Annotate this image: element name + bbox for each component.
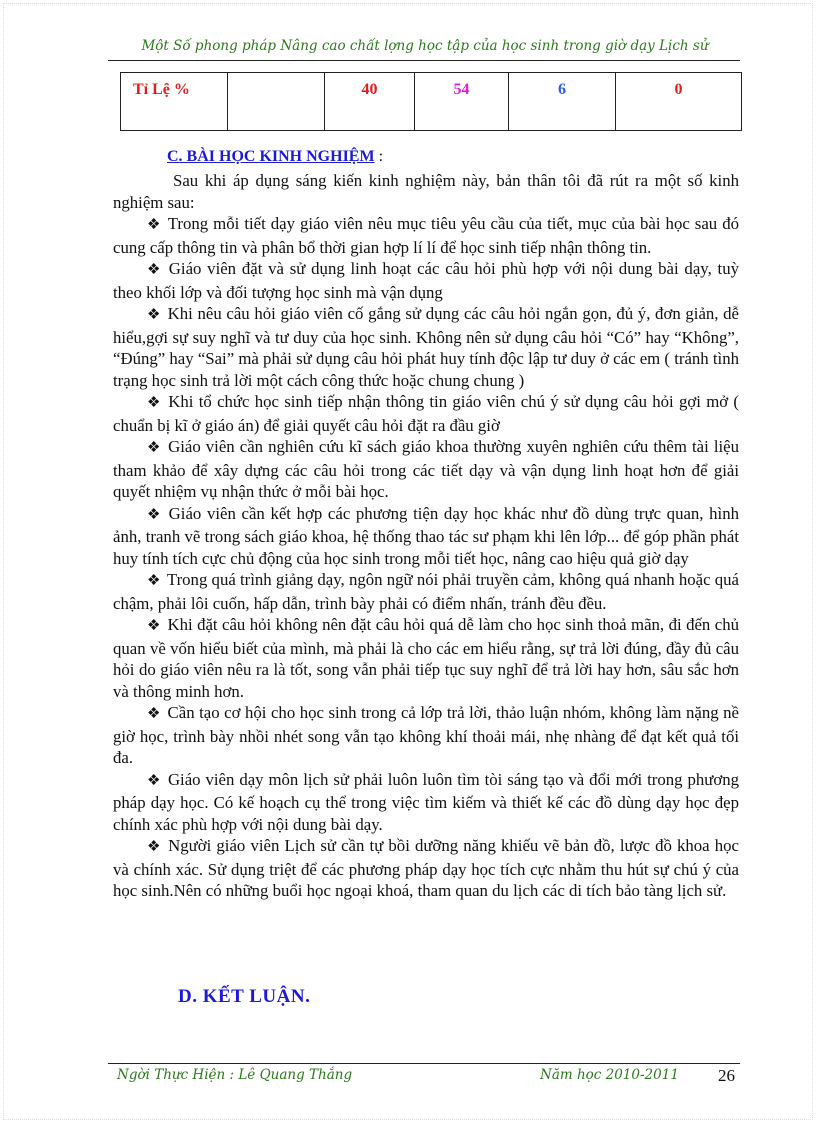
list-item [113,835,739,902]
table-row [121,73,742,131]
diamond-bullet-icon: ❖ [147,706,161,722]
intro-paragraph: Sau khi áp dụng sáng kiến kinh nghiệm này, bản thân tôi đã rút ra một số kinh nghiệm sau: [113,171,739,212]
diamond-bullet-icon: ❖ [147,772,161,789]
table-row-label: Tỉ Lệ % [121,73,228,131]
table-cell [228,73,325,131]
section-c-heading [167,148,383,166]
table-cell: 6 [509,73,616,131]
lessons-list [113,213,739,902]
list-item [113,769,739,836]
lessons-body [113,170,739,902]
list-item-text: Khi đặt câu hỏi không nên đặt câu hỏi quá dễ làm cho học sinh thoả mãn, đi đến chủ quan về vốn hiểu biết của mình, mà phải là cho các em hiểu rằng, sự trả lời đúng, đầy đủ câu hỏi do giáo viên nêu ra là tốt, song vẫn phải tiếp tục suy nghĩ để trả lời hay hơn, sâu sắc hơn và thông minh hơn. [113,615,739,701]
list-item [113,503,739,570]
list-item-text: Giáo viên cần kết hợp các phương tiện dạy học khác như đồ dùng trực quan, hình ảnh, tranh vẽ trong sách giáo khoa, hệ thống thao tác sư phạm khi lên lớp... để góp phần phát huy tính tích cực chủ động của học sinh trong mỗi tiết học, nâng cao hiệu quả giờ dạy [113,503,739,568]
list-item [113,258,739,303]
list-item [113,436,739,503]
list-item-text: Giáo viên cần nghiên cứu kĩ sách giáo khoa thường xuyên nghiên cứu thêm tài liệu tham khảo để xây dựng các câu hỏi trong các tiết dạy và vận dụng linh hoạt hơn để giải quyết nhiệm vụ nhận thức ở mỗi bài học. [113,437,739,501]
diamond-bullet-icon: ❖ [147,839,161,855]
diamond-bullet-icon: ❖ [147,573,161,589]
diamond-bullet-icon: ❖ [147,395,161,411]
list-item [113,702,739,769]
list-item-text: Giáo viên dạy môn lịch sử phải luôn luôn tìm tòi sáng tạo và đổi mới trong phương pháp dạy học. Có kế hoạch cụ thể trong việc tìm kiếm và thiết kế các đồ dùng dạy học đẹp chính xác phù hợp với nội dung bài dạy. [113,769,739,834]
list-item-text: Giáo viên đặt và sử dụng linh hoạt các câu hỏi phù hợp với nội dung bài dạy, tuỳ theo khối lớp và đối tượng học sinh mà vận dụng [113,259,739,302]
section-d-heading: D. KẾT LUẬN. [178,986,311,1007]
table-cell: 54 [415,73,509,131]
header-title: Một Số phong pháp Nâng cao chất lợng học tập của học sinh trong giờ dạy Lịch sử [141,38,709,54]
diamond-bullet-icon: ❖ [147,262,161,278]
diamond-bullet-icon: ❖ [147,217,161,233]
list-item-text: Khi tổ chức học sinh tiếp nhận thông tin giáo viên chú ý sử dụng câu hỏi gợi mở ( chuẩn bị kĩ ở giáo án) để giải quyết câu hỏi đặt ra đầu giờ [113,392,740,435]
diamond-bullet-icon: ❖ [147,440,161,456]
list-item-text: Người giáo viên Lịch sử cần tự bồi dưỡng năng khiếu vẽ bản đồ, lược đồ khoa học và chính xác. Sử dụng triệt để các phương pháp dạy học tích cực nhằm thu hút sự chú ý của học sinh.Nên có những buổi học ngoại khoá, tham quan du lịch các di tích bảo tàng lịch sử. [113,836,739,900]
footer-author: Ngời Thực Hiện : Lê Quang Thắng [117,1067,353,1083]
diamond-bullet-icon: ❖ [147,618,161,634]
list-item-text: Trong quá trình giảng dạy, ngôn ngữ nói phải truyền cảm, không quá nhanh hoặc quá chậm, phải lôi cuốn, hấp dẫn, trình bày phải có điểm nhấn, tránh đều đều. [113,570,739,613]
footer-divider [108,1063,740,1064]
header-divider [108,60,740,61]
list-item [113,303,739,391]
page-number: 26 [718,1066,735,1085]
list-item [113,391,739,436]
footer-year: Năm học 2010-2011 [540,1067,679,1083]
list-item [113,614,739,702]
section-c-colon: : [374,148,384,165]
section-c-title: C. BÀI HỌC KINH NGHIỆM [167,148,375,165]
list-item [113,213,739,258]
stats-table [120,72,742,131]
list-item-text: Trong mỗi tiết dạy giáo viên nêu mục tiêu yêu cầu của tiết, mục của bài học sau đó cung cấp thông tin và phân bổ thời gian hợp lí lí để học sinh tiếp nhận thông tin. [113,214,739,257]
table-cell: 40 [325,73,415,131]
list-item-text: Khi nêu câu hỏi giáo viên cố gắng sử dụng các câu hỏi ngắn gọn, đủ ý, đơn giản, dễ hiểu,gợi sự suy nghĩ và tư duy của học sinh. Không nên sử dụng câu hỏi “Có” hay “Không”, “Đúng” hay “Sai” mà phải sử dụng câu hỏi phát huy tính độc lập tư duy ở các em ( tránh tình trạng học sinh trả lời một cách công thức hoặc chung chung ) [113,304,739,390]
list-item-text: Cần tạo cơ hội cho học sinh trong cả lớp trả lời, thảo luận nhóm, không làm nặng nề giờ học, trình bày nhồi nhét song vẫn tạo không khí thoải mái, nhẹ nhàng để đạt kết quả tối đa. [113,703,739,767]
diamond-bullet-icon: ❖ [147,307,161,323]
list-item [113,569,739,614]
table-cell: 0 [616,73,742,131]
diamond-bullet-icon: ❖ [147,506,161,523]
